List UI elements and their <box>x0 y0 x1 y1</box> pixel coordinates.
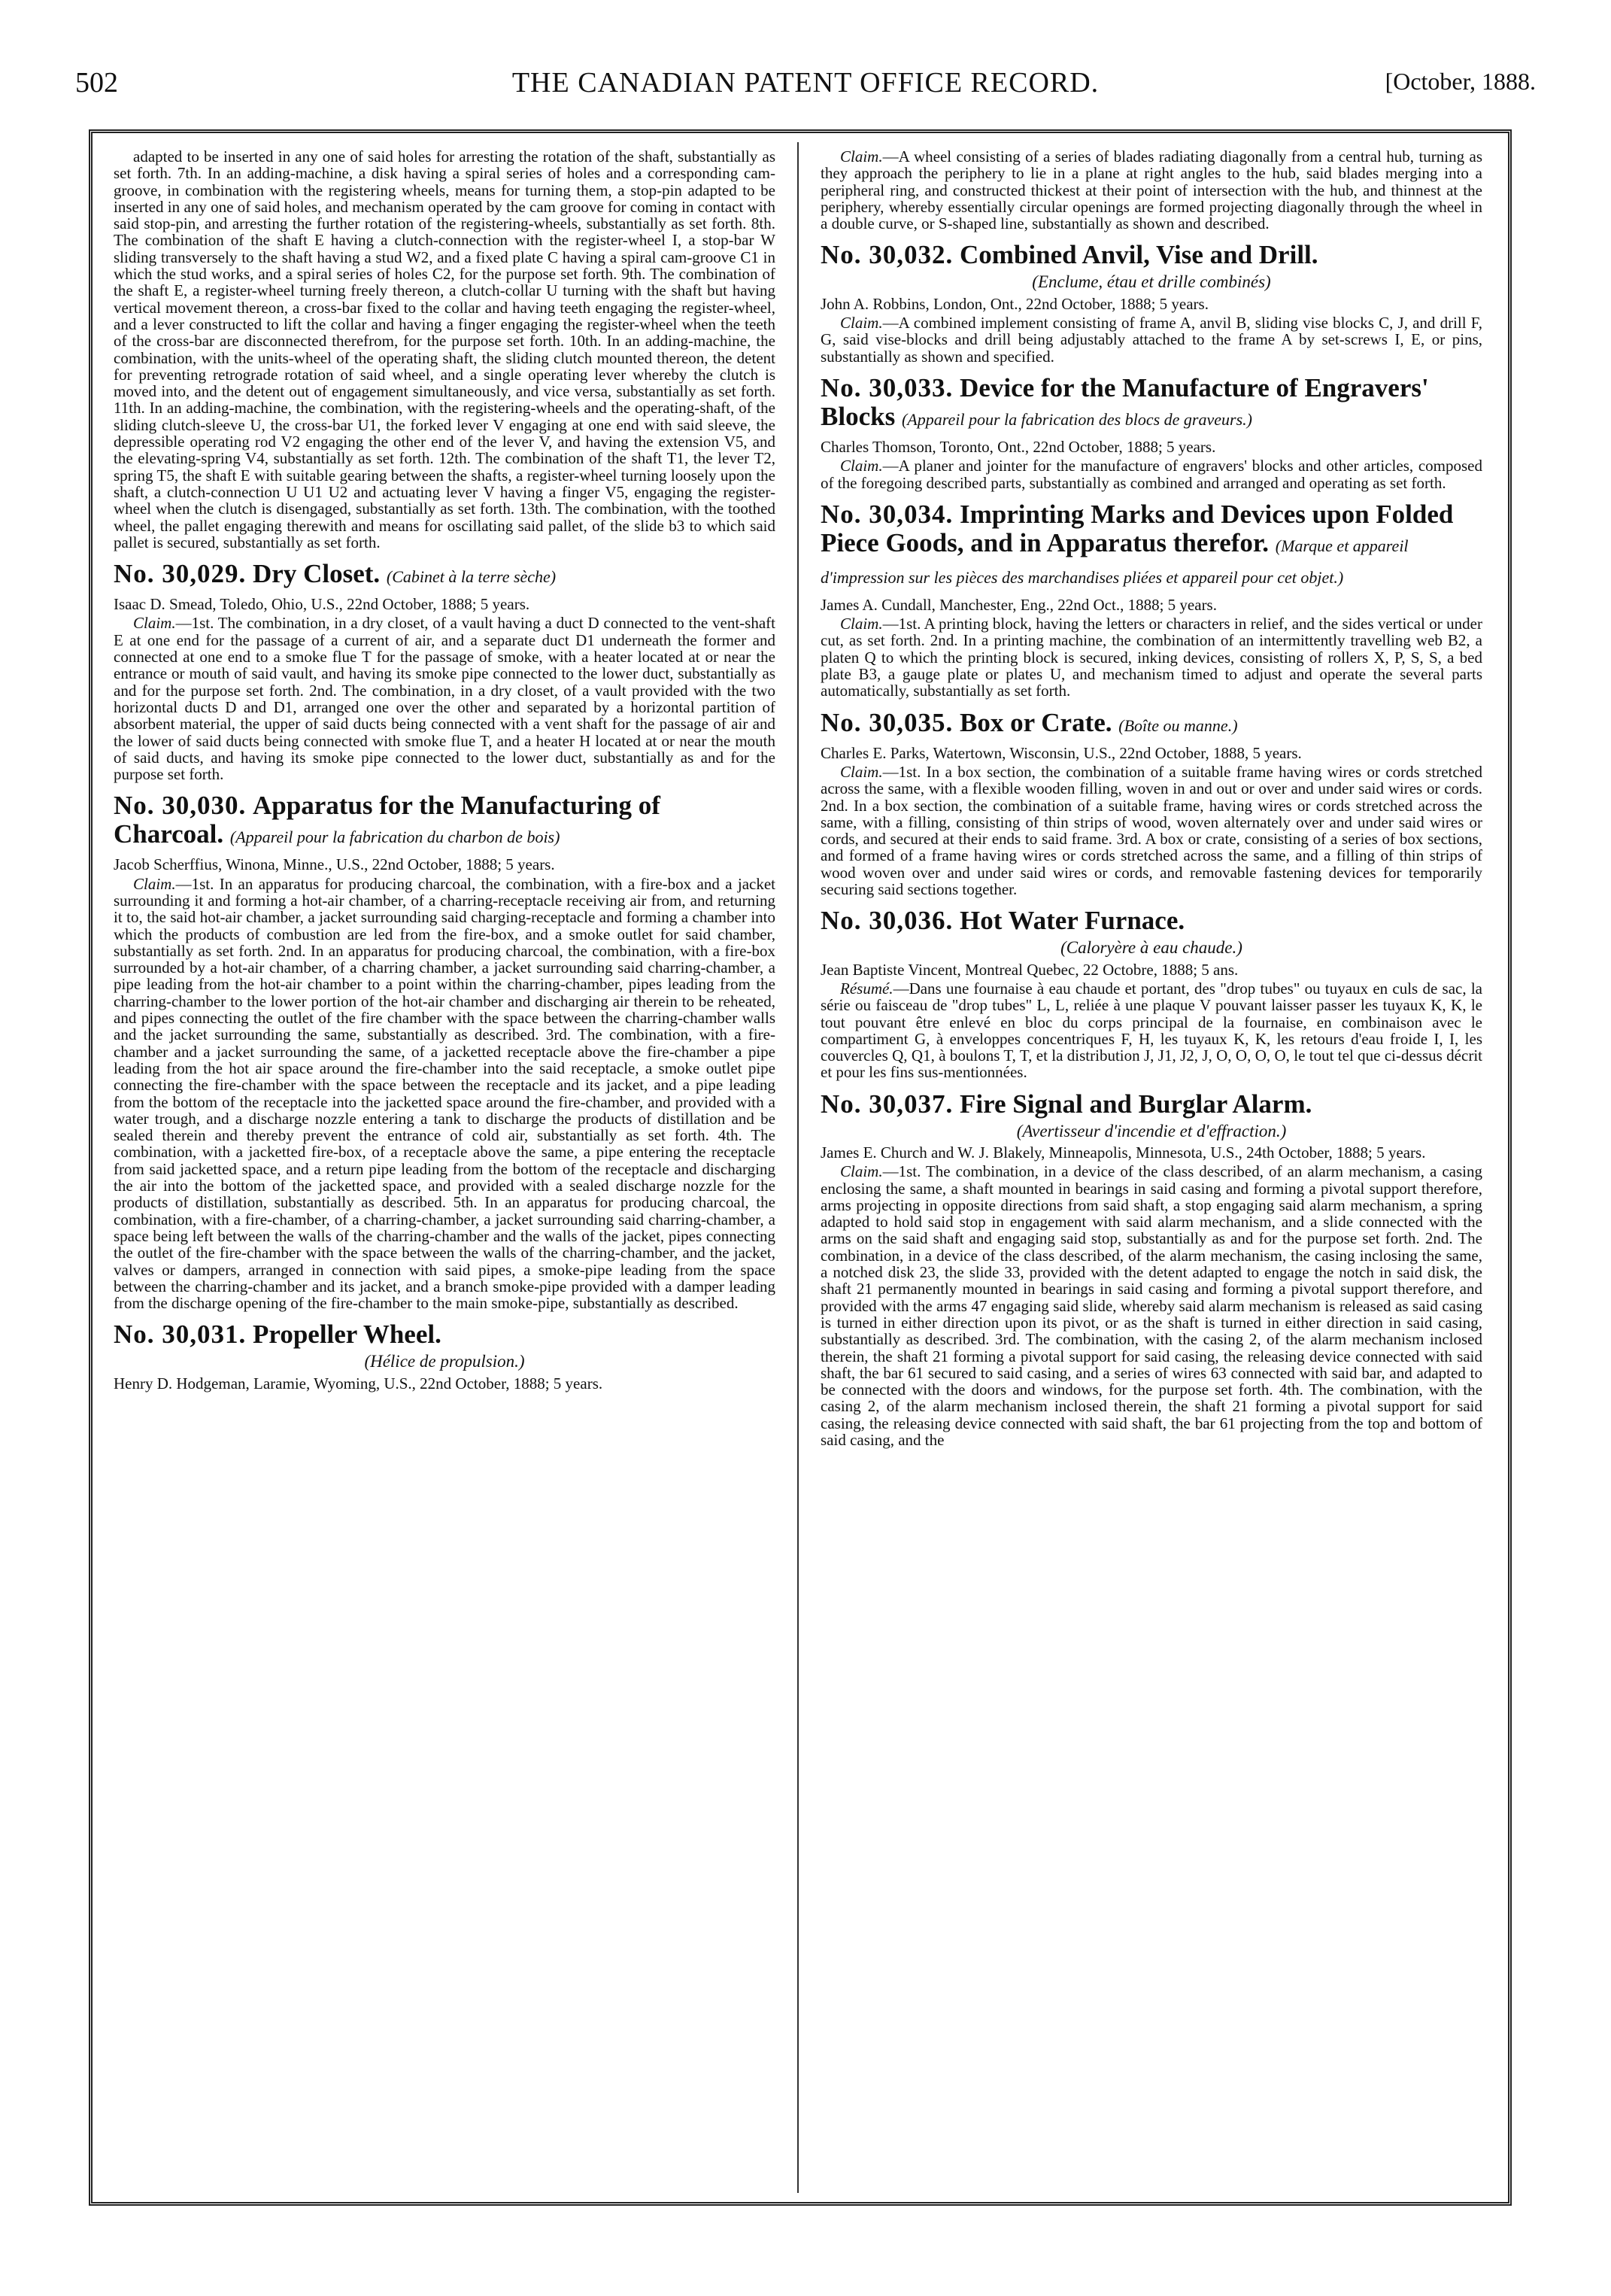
claim-paragraph <box>114 876 775 1312</box>
patent-entry <box>821 709 1482 898</box>
patent-number: No. 30,036. <box>821 906 954 936</box>
column-divider <box>797 142 799 2193</box>
patent-entry <box>821 1090 1482 1449</box>
french-title: (Cabinet à la terre sèche) <box>386 567 557 587</box>
french-title: (Boîte ou manne.) <box>1118 715 1238 735</box>
patent-title: Propeller Wheel. <box>253 1320 441 1350</box>
entry-heading <box>114 791 775 852</box>
entry-heading <box>821 1090 1482 1119</box>
claim-text: —1st. The combination, in a device of the class described, of an alarm mechanism, a casing enclosing the same, a shaft mounted in bearings in said casing and forming a pivotal support therefore, arms projecting in opposite directions from said shaft, a stop engaging said alarm mechanism, a spring adapted to hold said stop in engagement with said alarm mechanism, and a slide connected with the arms on the said shaft and engaging said stop, substantially as and for the purpose set forth. 2nd. The combination, in a device of the class described, of the alarm mechanism, the casing inclosing the same, a notched disk 23, the slide 33, provided with the detent adapted to engage the notch in said disk, the shaft 21 permanently mounted in bearings in said casing and forming a pivotal support therefore, and provided with the arms 47 engaging said slide, whereby said alarm mechanism is released as said casing is turned in either direction upon its pivot, or as the shaft is turned in either direction in said casing, substantially as described. 3rd. The combination, with the casing 2, of the alarm mechanism inclosed therein, the shaft 21 forming a pivotal support for said casing, the releasing device connected with said shaft, the bar 61 secured to said casing, and a series of wires 63 connected with said bar, and adapted to be connected with the doors and windows, for the purpose set forth. 4th. The combination, with the casing 2, of the alarm mechanism inclosed therein, the shaft 21 forming a pivotal support for said casing, the releasing device connected with said shaft, the bar 61 projecting from the top and bottom of said casing, and the <box>821 1162 1482 1450</box>
patent-number: No. 30,031. <box>114 1320 247 1350</box>
claim-paragraph <box>821 457 1482 491</box>
entry-heading <box>821 241 1482 269</box>
patent-entry <box>114 560 775 782</box>
claim-text: —1st. In an apparatus for producing charcoal, the combination, with a fire-box and a jacket surrounding it and forming a hot-air chamber, of a charring-receptacle receiving air from, and returning it to, the said hot-air chamber, a jacket surrounding said charging-receptacle and forming a chamber into which the products of combustion are led from the fire-box, and a smoke outlet for said chamber, substantially as set forth. 2nd. In an apparatus for producing charcoal, the combination, with a fire-box surrounded by a hot-air chamber, of a charring chamber, a jacket surrounding said charring-chamber, a pipe leading from the hot-air chamber to a point within the charring-chamber, pipes leading from the charring-chamber to the lower portion of the hot-air chamber and discharging air therein to be reheated, and pipes connecting the outlet of the fire chamber with the space between the charring-chamber walls and the jacket surrounding the same, substantially as described. 3rd. The combination, with a fire-chamber and a jacket surrounding the same, of a jacketted receptacle above the fire-chamber a pipe leading from the hot air space around the fire-chamber into the said receptacle, a smoke outlet pipe connecting the fire-chamber with the space between the receptacle and its jacket, and a pipe leading from the bottom of the receptacle into the jacketted space around the fire-chamber, and provided with a water trough, and a discharge nozzle entering a tank to discharge the products of distillation and be sealed therein and thereby prevent the entrance of cold air, substantially as set forth. 4th. The combination, with a jacketted fire-box, of a receptacle above the same, a pipe entering the receptacle from said jacketted space, and a return pipe leading from the bottom of the receptacle and discharging the air into the bottom of the jacketted space, and provided with a sealed discharge nozzle for the products of distillation, substantially as described. 5th. In an apparatus for producing charcoal, the combination, with a fire-chamber, of a charring-chamber, a jacket surrounding said charring-chamber, a space being left between the walls of the charring-chamber and the walls of the jacket, pipes connecting the outlet of the fire-chamber with the space between the walls of the charring-chamber, and the jacket, valves or dampers, arranged in connection with said pipes, a smoke-pipe leading from the space between the charring-chamber and its jacket, and a branch smoke-pipe provided with a damper leading from the discharge opening of the fire-chamber to the main smoke-pipe, substantially as described. <box>114 874 775 1313</box>
patent-entry <box>821 241 1482 364</box>
inventor-line: Charles Thomson, Toronto, Ont., 22nd October, 1888; 5 years. <box>821 437 1216 456</box>
claim-label: Claim. <box>133 874 176 893</box>
claim-label: Claim. <box>133 614 176 633</box>
inventor-line: Jacob Scherffius, Winona, Minne., U.S., 22nd October, 1888; 5 years. <box>114 855 555 874</box>
french-title: (Enclume, étau et drille combinés) <box>1032 272 1271 292</box>
patent-title: Box or Crate. <box>960 707 1112 737</box>
claim-paragraph <box>821 764 1482 897</box>
patent-number: No. 30,037. <box>821 1089 954 1119</box>
entry-heading <box>821 500 1482 592</box>
right-column <box>821 148 1482 2187</box>
patent-title: Dry Closet. <box>253 559 381 589</box>
patent-number: No. 30,029. <box>114 559 247 589</box>
patent-entry <box>821 500 1482 700</box>
claim-text: —A wheel consisting of a series of blades radiating diagonally from a central hub, turning as they approach the periphery to lie in a plane at right angles to the hub, said blades merging into a peripheral ring, and constructed thickest at their point of intersection with the hub, and thinnest at the periphery, whereby essentially circular openings are formed projecting diagonally through the wheel in a double curve, or S-shaped line, substantially as shown and described. <box>821 148 1482 233</box>
french-title: (Hélice de propulsion.) <box>364 1352 525 1371</box>
patent-title: Fire Signal and Burglar Alarm. <box>960 1089 1312 1119</box>
issue-date: [October, 1888. <box>1385 68 1536 95</box>
patent-title: Combined Anvil, Vise and Drill. <box>960 240 1318 270</box>
entry-heading <box>821 374 1482 434</box>
inventor-line: James E. Church and W. J. Blakely, Minneapolis, Minnesota, U.S., 24th October, 1888; 5 years. <box>821 1143 1426 1162</box>
french-title: (Appareil pour la fabrication du charbon de bois) <box>229 828 560 847</box>
french-title: (Avertisseur d'incendie et d'effraction.) <box>1016 1121 1287 1140</box>
patent-number: No. 30,035. <box>821 707 954 737</box>
claim-paragraph <box>821 314 1482 365</box>
claim-text: —A planer and jointer for the manufacture of engravers' blocks and other articles, composed of the foregoing described parts, substantially as combined and arranged and operating as set forth. <box>821 457 1482 492</box>
claim-paragraph <box>821 615 1482 699</box>
patent-number: No. 30,032. <box>821 240 954 270</box>
entry-heading <box>821 709 1482 740</box>
patent-title: Imprinting Marks and Devices upon Folded Piece Goods, and in Apparatus therefor. <box>821 499 1454 557</box>
page-frame <box>89 129 1512 2206</box>
running-header <box>75 66 1536 111</box>
claim-text: —Dans une fournaise à eau chaude et portant, des "drop tubes" ou tuyaux en culs de sac, la série ou faisceau de "drop tubes" L, L, reliée à une plaque V pouvant laisser passer les tuyaux K, K, le tout pouvant être enlevé en bloc du corps principal de la fournaise, en combinaison avec le compartiment G, à enveloppes concentriques F, H, les tuyaux K, K, les retours d'eau froide I, I, les couvercles Q, Q1, à boulons T, T, et la distribution J, J1, J2, J, O, O, O, O, le tout tel que ci-dessus décrit et pour les fins sus-mentionnées. <box>821 979 1482 1082</box>
entry-heading <box>821 907 1482 935</box>
claim-paragraph <box>821 1163 1482 1448</box>
claim-text: —1st. A printing block, having the letters or characters in relief, and the sides vertical or under cut, as set forth. 2nd. In a printing machine, the combination of an intermittently travelling web B2, a platen Q to which the printing block is secured, inking devices, consisting of rollers X, P, S, S, a bed plate B3, a gauge plate or plates U, and mechanism timed to adjust and operate the several parts automatically, substantially as set forth. <box>821 615 1482 700</box>
french-title: (Caloryère à eau chaude.) <box>1060 938 1242 958</box>
claim-label: Claim. <box>840 314 883 333</box>
claim-label: Résumé. <box>840 979 893 998</box>
patent-title: Device for the Manufacture of Engravers' Blocks <box>821 372 1429 431</box>
patent-number: No. 30,030. <box>114 791 247 821</box>
inventor-line: Charles E. Parks, Watertown, Wisconsin, U.S., 22nd October, 1888, 5 years. <box>821 743 1302 762</box>
patent-number: No. 30,034. <box>821 499 954 529</box>
claim-label: Claim. <box>840 148 883 166</box>
patent-number: No. 30,033. <box>821 372 954 402</box>
claim-label: Claim. <box>840 762 883 781</box>
claim-text: —1st. In a box section, the combination of a suitable frame having wires or cords stretched across the same, with a flexible wooden filling, woven in and out or over and under said wires or cords. 2nd. In a box section, the combination of a suitable frame, having wires or cords stretched across the same, with a filling, consisting of thin strips of wood, woven alternately over and under said wires or cords, and secured at their ends to said frame. 3rd. A box or crate, consisting of a series of box sections, and formed of a frame having wires or cords stretched across the same, and a filling of thin strips of wood woven over and under said wires or cords, and removable fastening devices for temporarily securing said sections together. <box>821 762 1482 899</box>
journal-title: THE CANADIAN PATENT OFFICE RECORD. <box>511 67 1100 99</box>
patent-entry <box>114 791 775 1311</box>
patent-title: Hot Water Furnace. <box>960 906 1185 936</box>
patent-entry <box>114 1320 775 1392</box>
patent-title: Apparatus for the Manufacturing of Charcoal. <box>114 791 660 849</box>
left-column <box>114 148 775 2187</box>
claim-paragraph <box>821 980 1482 1081</box>
french-title: (Marque et appareil d'impression sur les pièces des marchandises pliées et appareil pour cet objet.) <box>821 536 1409 587</box>
claim-text: —1st. The combination, in a dry closet, of a vault having a duct D connected to the vent-shaft E at one end for the passage of a current of air, and a separate duct D1 underneath the former and connected at one end to a smoke flue T for the passage of smoke, with a heater located at or near the entrance or mouth of said vault, and having its smoke pipe connected to the lower duct, substantially as and for the purpose set forth. 2nd. The combination, in a dry closet, of a vault provided with the two horizontal ducts D and D1, arranged one over the other and separated by a horizontal partition of absorbent material, the upper of said ducts being connected with a vent shaft for the passage of air and the lower of said ducts being connected with smoke flue T, and a heater H located at or near the mouth of said ducts, and having its smoke pipe connected to the lower duct, substantially as and for the purpose set forth. <box>114 614 775 784</box>
claim-label: Claim. <box>840 1162 883 1181</box>
inventor-line: Henry D. Hodgeman, Laramie, Wyoming, U.S., 22nd October, 1888; 5 years. <box>114 1374 603 1392</box>
claim-label: Claim. <box>840 457 883 475</box>
claim-text: —A combined implement consisting of frame A, anvil B, sliding vise blocks C, J, and drill F, G, said vise-blocks and drill being adjustably attached to the frame A by set-screws I, E, or pins, substantially as shown and specified. <box>821 314 1482 366</box>
patent-entry <box>821 907 1482 1080</box>
claim-label: Claim. <box>840 615 883 633</box>
inventor-line: John A. Robbins, London, Ont., 22nd October, 1888; 5 years. <box>821 294 1209 313</box>
page-number: 502 <box>75 67 118 99</box>
patent-entry <box>821 374 1482 491</box>
continued-claim-paragraph <box>821 148 1482 232</box>
french-title: (Appareil pour la fabrication des blocs de graveurs.) <box>901 409 1252 429</box>
claim-paragraph <box>114 615 775 782</box>
inventor-line: Jean Baptiste Vincent, Montreal Quebec, 22 Octobre, 1888; 5 ans. <box>821 960 1239 979</box>
inventor-line: Isaac D. Smead, Toledo, Ohio, U.S., 22nd October, 1888; 5 years. <box>114 595 530 614</box>
inventor-line: James A. Cundall, Manchester, Eng., 22nd Oct., 1888; 5 years. <box>821 595 1217 614</box>
continued-claim-text: adapted to be inserted in any one of said holes for arresting the rotation of the shaft, substantially as set forth. 7th. In an adding-machine, a disk having a spiral series of holes and a corresponding cam-groove, in combination with the registering wheels, means for turning them, a stop-pin adapted to be inserted in any one of said holes, and mechanism operated by the cam groove for coming in contact with said stop-pin, and arresting the further rotation of the registering-wheels, substantially as set forth. 8th. The combination of the shaft E having a clutch-connection with the register-wheel I, a stop-bar W sliding transversely to the shaft having a stud W2, and a fixed plate C having a spiral cam-groove C1 in which the stud works, and a spiral series of holes C2, for the purpose set forth. 9th. The combination of the shaft E, a register-wheel turning freely thereon, a clutch-collar U turning with the shaft but having vertical movement thereon, a cross-bar fixed to the collar and having teeth engaging the register-wheel, and a lever constructed to lift the collar and having a finger engaging the register-wheel when the teeth of the cross-bar are disconnected therefrom, for the purpose set forth. 10th. In an adding-machine, the combination, with the units-wheel of the operating shaft, the sliding clutch mounted thereon, the detent for preventing retrograde rotation of said wheel, and a single operating lever whereby the clutch is moved into, and the detent out of engagement simultaneously, and vice versa, substantially as set forth. 11th. In an adding-machine, the combination, with the registering-wheels and the operating-shaft, of the sliding clutch-sleeve U, the cross-bar U1, the forked lever V engaging at one end with said sleeve, the depressible operating rod V2 engaging the other end of the lever V, and having the extension V5, and the elevating-spring V4, substantially as set forth. 12th. The combination of the shaft T1, the lever T2, spring T5, the shaft E with suitable gearing between the shafts, a register-wheel turning loosely upon the shaft, a clutch-connection U U1 U2 and actuating lever V having a finger V5, engaging the register-wheel when the clutch is disengaged, substantially as set forth. 13th. The combination, with the toothed wheel, the pallet engaging therewith and means for oscillating said pallet, of the slide b3 to which said pallet is secured, substantially as set forth. <box>114 148 775 551</box>
entry-heading <box>114 560 775 591</box>
entry-heading <box>114 1320 775 1349</box>
